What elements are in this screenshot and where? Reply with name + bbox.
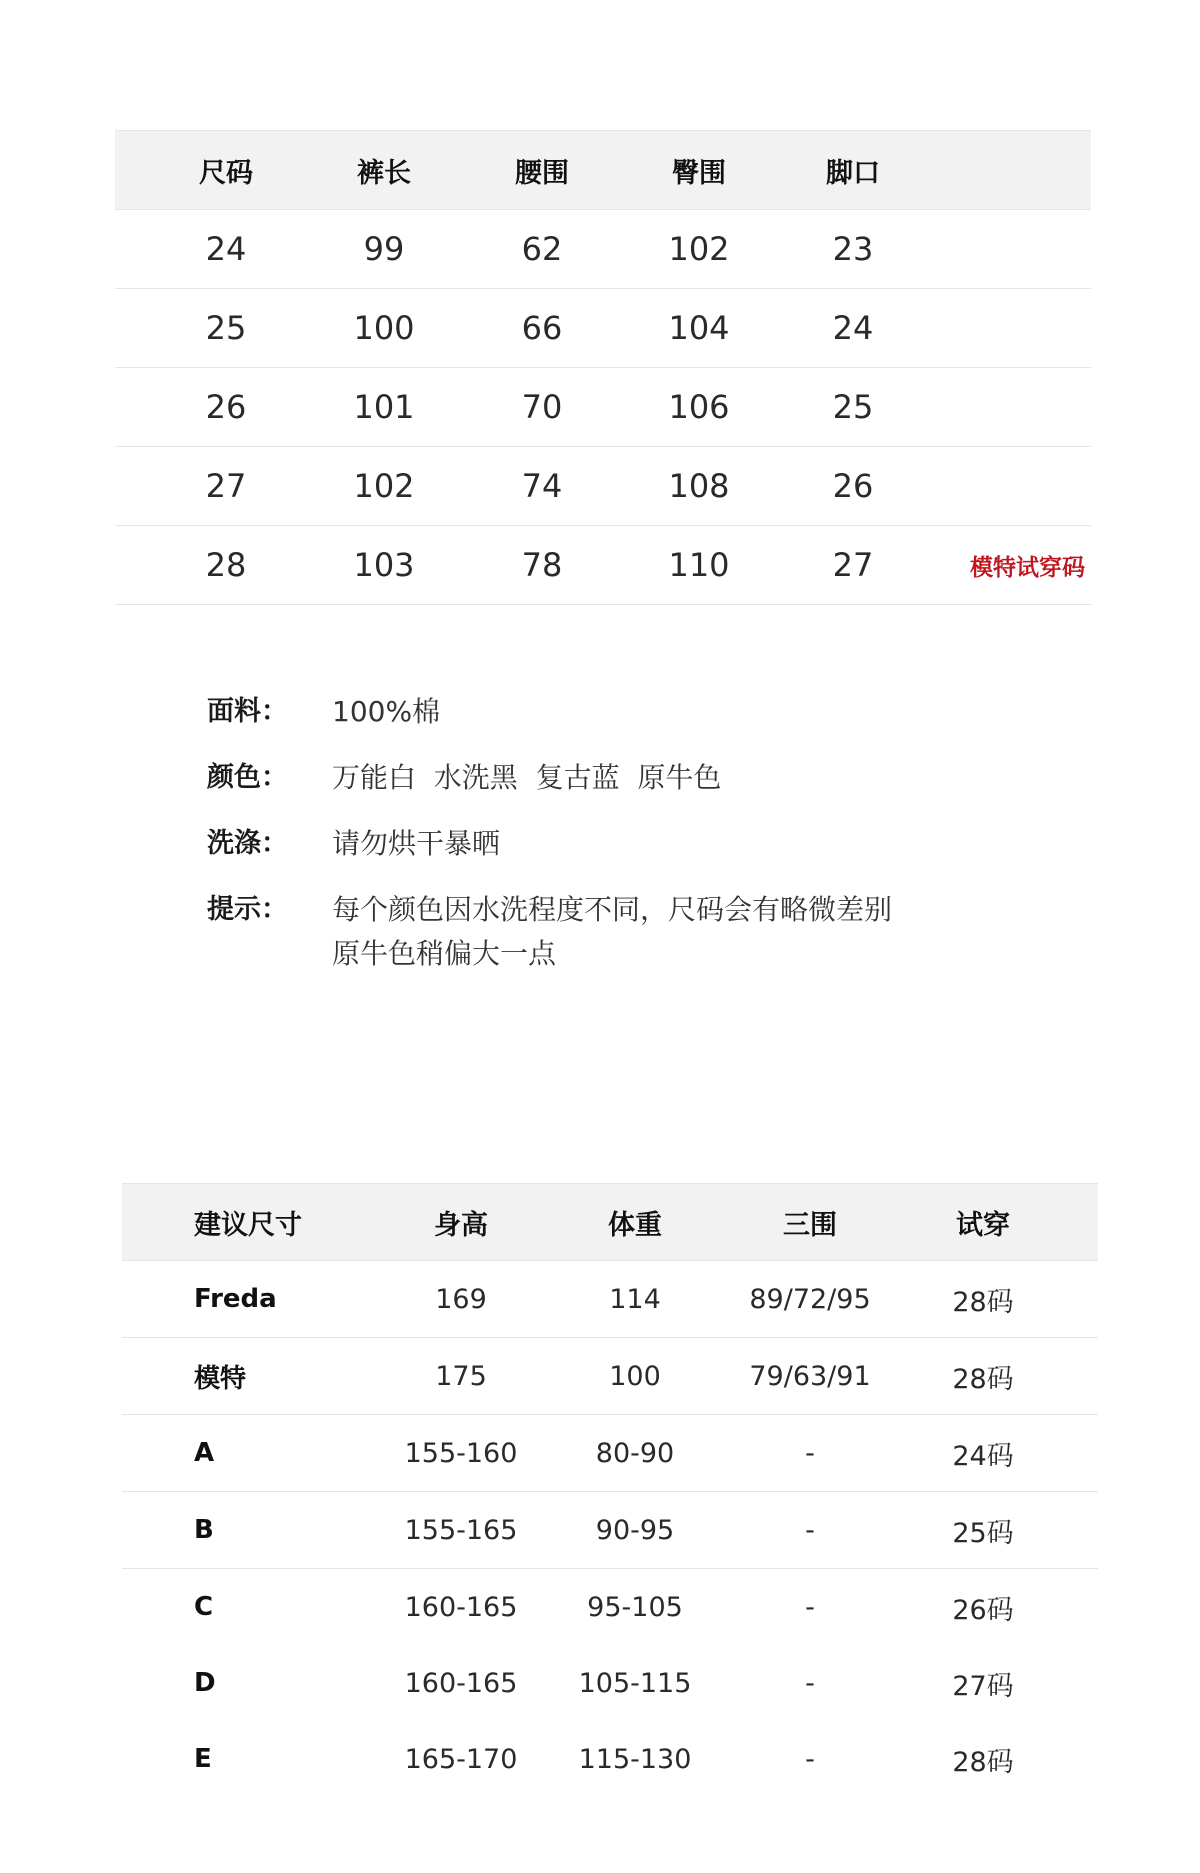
cell-person: E: [194, 1744, 212, 1774]
rec-table-header: [122, 1183, 1098, 1261]
cell-person: A: [194, 1438, 215, 1468]
cell-fitting: 28码: [952, 1286, 1014, 1318]
table-row: [122, 1261, 1098, 1338]
table-row: [115, 526, 1091, 605]
tip-label: 提示：: [207, 894, 288, 925]
fabric-value: 100%棉: [332, 695, 441, 728]
cell-hem: 26: [832, 467, 874, 505]
cell-height: 155-165: [404, 1514, 518, 1546]
cell-hem: 27: [832, 546, 874, 584]
cell-hip: 102: [668, 230, 730, 268]
cell-person: Freda: [194, 1284, 277, 1314]
cell-measurements: -: [805, 1591, 815, 1623]
cell-measurements: -: [805, 1667, 815, 1699]
fabric-label: 面料：: [207, 696, 288, 727]
cell-fitting: 28码: [952, 1363, 1014, 1395]
wash-value: 请勿烘干暴晒: [332, 827, 501, 860]
table-row: [122, 1338, 1098, 1415]
table-row: [115, 447, 1091, 526]
cell-person: B: [194, 1515, 214, 1545]
header-weight: 体重: [608, 1209, 662, 1241]
cell-waist: 74: [521, 467, 563, 505]
cell-size: 27: [205, 467, 247, 505]
cell-fitting: 26码: [952, 1594, 1014, 1626]
table-row: [115, 210, 1091, 289]
tip-line-1: 每个颜色因水洗程度不同，尺码会有略微差别: [332, 893, 893, 926]
cell-weight: 100: [609, 1360, 661, 1392]
cell-length: 99: [363, 230, 405, 268]
color-value: 万能白 水洗黑 复古蓝 原牛色: [332, 761, 722, 794]
color-label: 颜色：: [207, 762, 288, 793]
header-waist: 腰围: [515, 157, 569, 189]
cell-fitting: 28码: [952, 1746, 1014, 1778]
cell-hip: 104: [668, 309, 730, 347]
cell-weight: 80-90: [595, 1437, 675, 1469]
cell-waist: 70: [521, 388, 563, 426]
cell-weight: 95-105: [587, 1591, 683, 1623]
cell-measurements: -: [805, 1743, 815, 1775]
cell-height: 160-165: [404, 1667, 518, 1699]
cell-measurements: -: [805, 1514, 815, 1546]
header-recommended-size: 建议尺寸: [194, 1209, 302, 1241]
cell-height: 160-165: [404, 1591, 518, 1623]
cell-fitting: 27码: [952, 1670, 1014, 1702]
cell-weight: 115-130: [578, 1743, 692, 1775]
recommendation-table: [122, 1183, 1098, 1797]
cell-weight: 114: [609, 1283, 661, 1315]
cell-measurements: 79/63/91: [749, 1360, 871, 1392]
cell-hip: 110: [668, 546, 730, 584]
table-row: [122, 1492, 1098, 1569]
cell-length: 100: [353, 309, 415, 347]
header-measurements: 三围: [783, 1209, 837, 1241]
header-fitting: 试穿: [956, 1209, 1010, 1241]
table-row: [122, 1415, 1098, 1492]
cell-size: 26: [205, 388, 247, 426]
table-row: [122, 1721, 1098, 1797]
tip-line-2: 原牛色稍偏大一点: [332, 937, 557, 970]
cell-hem: 25: [832, 388, 874, 426]
header-size: 尺码: [199, 157, 253, 189]
wash-row: [207, 822, 1007, 866]
header-height: 身高: [434, 1209, 488, 1241]
model-size-note: 模特试穿码: [970, 554, 1085, 581]
cell-hip: 108: [668, 467, 730, 505]
header-hem: 脚口: [826, 157, 880, 189]
table-row: [122, 1569, 1098, 1645]
size-table: [115, 130, 1091, 605]
cell-hem: 23: [832, 230, 874, 268]
size-table-header: [115, 130, 1091, 210]
cell-length: 102: [353, 467, 415, 505]
cell-weight: 90-95: [595, 1514, 675, 1546]
cell-measurements: -: [805, 1437, 815, 1469]
cell-length: 103: [353, 546, 415, 584]
cell-waist: 66: [521, 309, 563, 347]
cell-fitting: 24码: [952, 1440, 1014, 1472]
cell-height: 175: [435, 1360, 487, 1392]
cell-measurements: 89/72/95: [749, 1283, 871, 1315]
table-row: [115, 289, 1091, 368]
tip-row: [207, 888, 1007, 976]
header-hip: 臀围: [672, 157, 726, 189]
cell-height: 155-160: [404, 1437, 518, 1469]
cell-length: 101: [353, 388, 415, 426]
cell-weight: 105-115: [578, 1667, 692, 1699]
table-row: [122, 1645, 1098, 1721]
cell-size: 24: [205, 230, 247, 268]
cell-hip: 106: [668, 388, 730, 426]
wash-label: 洗涤：: [207, 828, 288, 859]
product-info: [207, 690, 1007, 998]
cell-person: C: [194, 1592, 214, 1622]
color-row: [207, 756, 1007, 800]
cell-height: 165-170: [404, 1743, 518, 1775]
header-length: 裤长: [357, 157, 411, 189]
cell-person: D: [194, 1668, 216, 1698]
fabric-row: [207, 690, 1007, 734]
cell-person: 模特: [194, 1363, 247, 1394]
cell-hem: 24: [832, 309, 874, 347]
cell-waist: 62: [521, 230, 563, 268]
cell-fitting: 25码: [952, 1517, 1014, 1549]
table-row: [115, 368, 1091, 447]
cell-height: 169: [435, 1283, 487, 1315]
cell-waist: 78: [521, 546, 563, 584]
cell-size: 28: [205, 546, 247, 584]
cell-size: 25: [205, 309, 247, 347]
